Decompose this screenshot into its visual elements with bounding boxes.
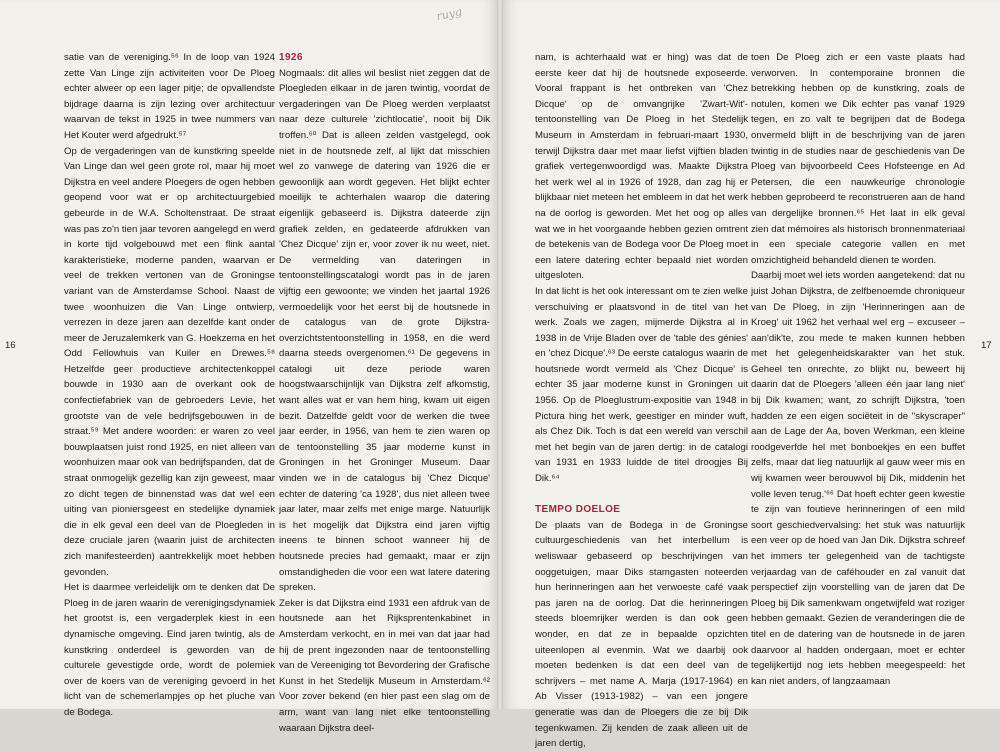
- page-number-right: 17: [981, 340, 992, 351]
- paragraph: Zeker is dat Dijkstra eind 1931 een afdruk van de houtsnede aan het Rijksprentenkabinet in Amsterdam verkocht, en in mei van dat jaar had hij de prent ingezonden naar de tentoonstelling van de Vereeniging tot Bevordering der Grafische Kunst in het Stedelijk Museum in Amsterdam.⁶² Voor zover bekend (en hier past een slag om de arm, want van lang niet elke tentoonstelling waaraan Dijkstra deel-: [279, 597, 490, 734]
- paragraph: toen De Ploeg zich er een vaste plaats had verworven. In contemporaine bronnen die betrekking hebben op de kunstkring, zoals de notulen, komen we Dik echter pas vanaf 1929 tegen, en zo valt te begrijpen dat de Bodega onvermeld blijft in de beschrijving van de jaren twintig in de studies naar de geschiedenis van De Ploeg van bijvoorbeeld Cees Hofsteenge en Ad Petersen, die een nauwkeurige chronologie hebben geprobeerd te reconstrueren aan de hand van dergelijke bronnen.⁶⁵ Het laat in elk geval zien dat mémoires als historisch bronnenmateriaal in een speciale categorie vallen en met omzichtigheid behandeld dienen te worden.: [751, 52, 965, 266]
- paragraph: Nogmaals: dit alles wil beslist niet zeggen dat de Ploegleden elkaar in de jaren twintig, voordat de vergaderingen van De Ploeg werden verplaatst naar deze culturele 'zichtlocatie', nooit bij Dik troffen.⁶⁰ Dat is alleen zelden vastgelegd, ook niet in de houtsnede zelf, al lijkt dat misschien wel zo vanwege de datering van 1926 die er gewoonlijk aan wordt gegeven. Het blijkt echter moeilijk te achterhalen waarop die datering eigenlijk gebaseerd is. Dijkstra dateerde zijn grafiek zelden, en gedateerde afdrukken van 'Chez Dicque' zijn er, voor zover ik nu weet, niet. De vermelding van dateringen in tentoonstellingscatalogi wordt pas in de jaren vijftig een gewoonte; we vinden het jaartal 1926 vermoedelijk voor het eerst bij de houtsnede in de catalogus van de grote Dijkstra-overzichtstentoonstelling in 1958, en die werd daarna steeds overgenomen.⁶¹ De gegevens in catalogi uit deze periode waren hoogstwaarschijnlijk van Dijkstra zelf afkomstig, want alles wat er van hem hing, kwam uit eigen bezit. Datzelfde geldt voor de werken die twee jaar eerder, in 1956, van hem te zien waren op de tentoonstelling 35 jaar moderne kunst in Groningen in het Groninger Museum. Daar vinden we in de catalogus bij 'Chez Dicque' echter de datering 'ca 1928', dus niet alleen twee jaar later, maar zelfs met enige marge. Natuurlijk is het mogelijk dat Dijkstra eind jaren vijftig ineens te binnen schoot wanneer hij de houtsnede precies had gemaakt, maar er zijn omstandigheden die voor een wat latere datering spreken.: [279, 67, 490, 594]
- page-number-left: 16: [5, 340, 16, 351]
- paragraph: nam, is achterhaald wat er hing) was dat de eerste keer dat hij de houtsnede exposeerde. Vooral frappant is het ontbreken van 'Chez Dicque' op de omvangrijke 'Zwart-Wit'-tentoonstelling van De Ploeg in het Stedelijk Museum in Amsterdam in februari-maart 1930, terwijl Dijkstra daar met maar liefst vijftien bladen grafiek vertegenwoordigd was. Maakte Dijkstra het werk wel al in 1926 of 1928, dan zag hij er blijkbaar niet meteen het embleem in dat het werk na de oorlog is geworden. Met het oog op alles wat we in het voorgaande hebben gezien omtrent de betekenis van de Bodega voor De Ploeg moet een latere datering echter bepaald niet worden uitgesloten.: [535, 52, 748, 282]
- paragraph: Het is daarmee verleidelijk om te denken dat De Ploeg in de jaren waarin de verenigingsdynamiek het grootst is, een vergaderplek kiest in een dynamische omgeving. Eind jaren twintig, als de kunstkring onderdeel is geworden van de culturele gevestigde orde, wordt de polemiek over de koers van de vereniging gevoerd in het licht van de schemerlampjes op het pluche van de Bodega.: [64, 582, 275, 718]
- left-column-2: [279, 50, 490, 736]
- section-heading-1926: 1926: [279, 52, 303, 63]
- paragraph: Op de vergaderingen van de kunstkring speelde Van Linge dan wel geen grote rol, maar hij moet Dijkstra en veel andere Ploegers de ogen hebben geopend voor wat er op architectuurgebied gebeurde in de W.A. Scholtenstraat. De straat was pas zo'n tien jaar tevoren aangelegd en werd in korte tijd volgebouwd met een flink aantal karakteristieke, moderne panden, waarvan er veel de trekken vertonen van de Groningse variant van de Amsterdamse School. Naast de twee woonhuizen die Van Linge ontwierp, verrezen in deze jaren aan dezelfde kant onder meer de Jeruzalemkerk van G. Hoekzema en het Odd Fellowhuis van Kuiler en Drewes.⁵⁸ Hetzelfde geer productieve architectenkoppel bouwde in 1930 aan de overkant ook de confectiefabriek van de gebroeders Levie, het grootste van de vele bedrijfsgebouwen in de straat.⁵⁹ Met andere woorden: er waren zo veel bouwplaatsen juist rond 1925, en niet alleen van woonhuizen maar ook van bedrijfspanden, dat de straat onmogelijk gezellig kan zijn geweest, maar zo dicht tegen de binnenstad was dat wel een uiting van pioniersgeest en stedelijke dynamiek die in elk geval een deel van de Ploegleden in deze cruciale jaren (waarin juist de architecten zich manifesteerden) aantrekkelijk moet hebben gevonden.: [64, 145, 275, 578]
- left-column-1: [64, 50, 275, 721]
- pencil-mark: ruyg: [435, 5, 464, 24]
- paragraph: De plaats van de Bodega in de Groningse cultuurgeschiedenis van het interbellum is weliswaar gebaseerd op beschrijvingen van ooggetuigen, maar Diks stamgasten noteerden hun herinneringen aan het verwoeste café vaak pas jaren na de oorlog. Dat die herinneringen steeds bloemrijker werden is dan ook geen wonder, en dat ze in bepaalde opzichten uiteenlopen al evenmin. Wat we daarbij ook moeten bedenken is dat een deel van de schrijvers – met name A. Marja (1917-1964) en Ab Visser (1913-1982) – van een jongere generatie was dan de Ploegers die ze bij Dik tegenkwamen. Zij kenden de zaak alleen uit de jaren dertig,: [535, 519, 748, 750]
- paragraph: In dat licht is het ook interessant om te zien welke verschuiving er plaatsvond in de titel van het werk. Zoals we zagen, mijmerde Dijkstra al in 1938 in de Vrije Bladen over de 'table des génies' en 'chez Dicque'.⁶³ De eerste catalogus waarin de houtsnede wordt vermeld als 'Chez Dicque' is echter 35 jaar moderne kunst in Groningen uit 1956. Op de Ploeglustrum-expositie van 1948 in Pictura hing het werk, geestiger en minder wuft, als Chez Dik. Toch is dat een wereld van verschil met het begin van de jaren dertig: in de catalogi van 1931 en 1933 luidde de titel droogjes Bij Dik.⁶⁴: [535, 285, 748, 485]
- section-gap: [535, 487, 748, 503]
- paragraph: satie van de vereniging.⁵⁶ In de loop van 1924 zette Van Linge zijn activiteiten voor De Ploeg echter alweer op een lager pitje; de opvallendste bijdrage daarna is zijn lezing over architectuur waarvan de tekst in 1925 in twee nummers van Het Kouter werd afgedrukt.⁵⁷: [64, 52, 275, 141]
- section-heading-tempo-doeloe: TEMPO DOELOE: [535, 504, 621, 516]
- paragraph: Daarbij moet wel iets worden aangetekend: dat nu juist Johan Dijkstra, de zelfbenoemde chroniqueur van De Ploeg, in zijn 'Herinneringen aan de Kroeg' uit 1962 het verhaal wel erg – excuseer – aan'dik'te, zou mede te maken kunnen hebben met het gelegenheidskarakter van het stuk. Geheel ten onrechte, zo blijkt nu, beweert hij daarin dat de Ploegers 'alleen één jaar lang niet' bij Dik kwamen; want, zo schrijft Dijkstra, 'toen hadden ze een eigen sociëteit in de "skyscraper" aan de Lage der Aa, boven Werkman, een kleine roodgeverfde hel met bonboekjes en een buffet zelfs, maar dat lieg natuurlijk al gauw weer mis en wij kwamen weer berouwvol bij Dik, middenin het volle leven terug.'⁶⁶ Dat hoeft echter geen kwestie te zijn van foutieve herinneringen of een mild soort geschiedvervalsing: het stuk was natuurlijk een veer op de hoed van Jan Dik. Dijkstra schreef het immers ter gelegenheid van de tachtigste verjaardag van de caféhouder en zal vanuit dat perspectief zijn voorstelling van de jaren dat De Ploeg bij Dik samenkwam ongetwijfeld wat roziger hebben gemaakt. Gezien de veranderingen die de titel en de datering van de houtsnede in de jaren daarvoor al hadden ondergaan, moet er echter tegelijkertijd nog iets hebben meegespeeld: het kan niet anders, of langzaamaan: [751, 270, 965, 687]
- right-column-1: [535, 50, 748, 752]
- right-column-2: [751, 50, 965, 689]
- right-page: [503, 0, 1000, 750]
- left-page: [0, 0, 497, 734]
